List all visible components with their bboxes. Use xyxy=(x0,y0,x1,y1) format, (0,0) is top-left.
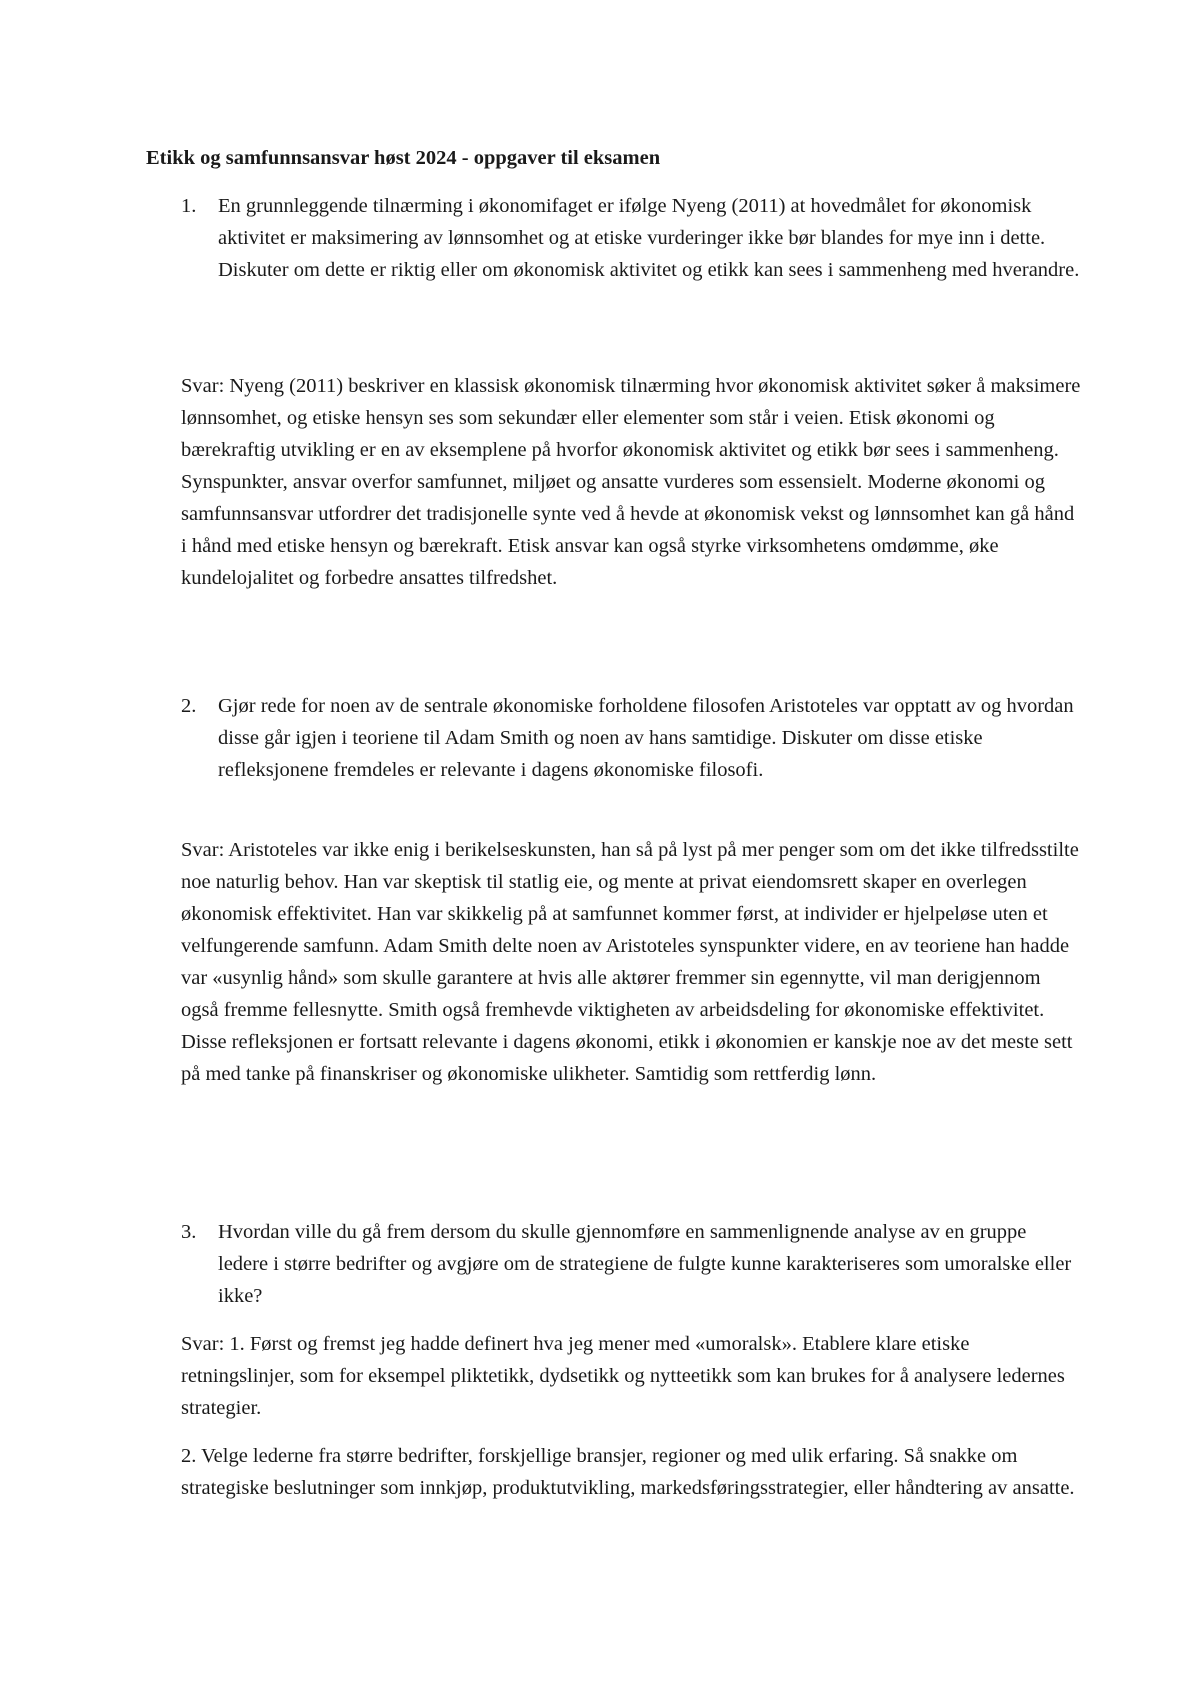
question-paragraph: En grunnleggende tilnærming i økonomifaget er ifølge Nyeng (2011) at hovedmålet for økonomisk aktivitet er maksimering av lønnsomhet og at etiske vurderinger ikke bør blandes for mye inn i dette. xyxy=(218,195,1046,249)
question-text xyxy=(218,190,1081,286)
question-3 xyxy=(181,1216,1081,1312)
question-number: 1. xyxy=(181,195,197,217)
question-2 xyxy=(181,690,1081,786)
question-paragraph: Hvordan ville du gå frem dersom du skulle gjennomføre en sammenlignende analyse av en gruppe ledere i større bedrifter og avgjøre om de strategiene de fulgte kunne karakteriseres som umoralske eller ikke? xyxy=(218,1221,1072,1307)
question-text xyxy=(218,690,1081,786)
document-title: Etikk og samfunnsansvar høst 2024 - oppgaver til eksamen xyxy=(146,147,661,169)
question-paragraph: Diskuter om dette er riktig eller om økonomisk aktivitet og etikk kan sees i sammenheng med hverandre. xyxy=(218,259,1080,281)
question-1 xyxy=(181,190,1081,286)
question-paragraph: Gjør rede for noen av de sentrale økonomiske forholdene filosofen Aristoteles var opptatt av og hvordan disse går igjen i teoriene til Adam Smith og noen av hans samtidige. Diskuter om disse etiske refleksjonene fremdeles er relevante i dagens økonomiske filosofi. xyxy=(218,695,1074,781)
question-text xyxy=(218,1216,1081,1312)
question-number: 3. xyxy=(181,1221,197,1243)
answer-paragraph: 2. Velge lederne fra større bedrifter, forskjellige bransjer, regioner og med ulik erfaring. Så snakke om strategiske beslutninger som innkjøp, produktutvikling, markedsføringsstrategier, eller håndtering av ansatte. xyxy=(181,1445,1075,1499)
answer-paragraph: Svar: Aristoteles var ikke enig i berikelseskunsten, han så på lyst på mer penger som om det ikke tilfredsstilte noe naturlig behov. Han var skeptisk til statlig eie, og mente at privat eiendomsrett skaper en overlegen økonomisk effektivitet. Han var skikkelig på at samfunnet kommer først, at individer er hjelpeløse uten et velfungerende samfunn. Adam Smith delte noen av Aristoteles synspunkter videre, en av teoriene han hadde var «usynlig hånd» som skulle garantere at hvis alle aktører fremmer sin egennytte, vil man derigjennom også fremme fellesnytte. Smith også fremhevde viktigheten av arbeidsdeling for økonomiske effektivitet. Disse refleksjonen er fortsatt relevante i dagens økonomi, etikk i økonomien er kanskje noe av det meste sett på med tanke på finanskriser og økonomiske ulikheter. Samtidig som rettferdig lønn. xyxy=(181,839,1079,1085)
answer-paragraph: Svar: Nyeng (2011) beskriver en klassisk økonomisk tilnærming hvor økonomisk aktivitet søker å maksimere lønnsomhet, og etiske hensyn ses som sekundær eller elementer som står i veien. Etisk økonomi og bærekraftig utvikling er en av eksemplene på hvorfor økonomisk aktivitet og etikk bør sees i sammenheng. Synspunkter, ansvar overfor samfunnet, miljøet og ansatte vurderes som essensielt. Moderne økonomi og samfunnsansvar utfordrer det tradisjonelle synte ved å hevde at økonomisk vekst og lønnsomhet kan gå hånd i hånd med etiske hensyn og bærekraft. Etisk ansvar kan også styrke virksomhetens omdømme, øke kundelojalitet og forbedre ansattes tilfredshet. xyxy=(181,375,1081,589)
question-number: 2. xyxy=(181,695,197,717)
answer-paragraph: Svar: 1. Først og fremst jeg hadde definert hva jeg mener med «umoralsk». Etablere klare etiske retningslinjer, som for eksempel pliktetikk, dydsetikk og nytteetikk som kan brukes for å analysere ledernes strategier. xyxy=(181,1333,1065,1419)
